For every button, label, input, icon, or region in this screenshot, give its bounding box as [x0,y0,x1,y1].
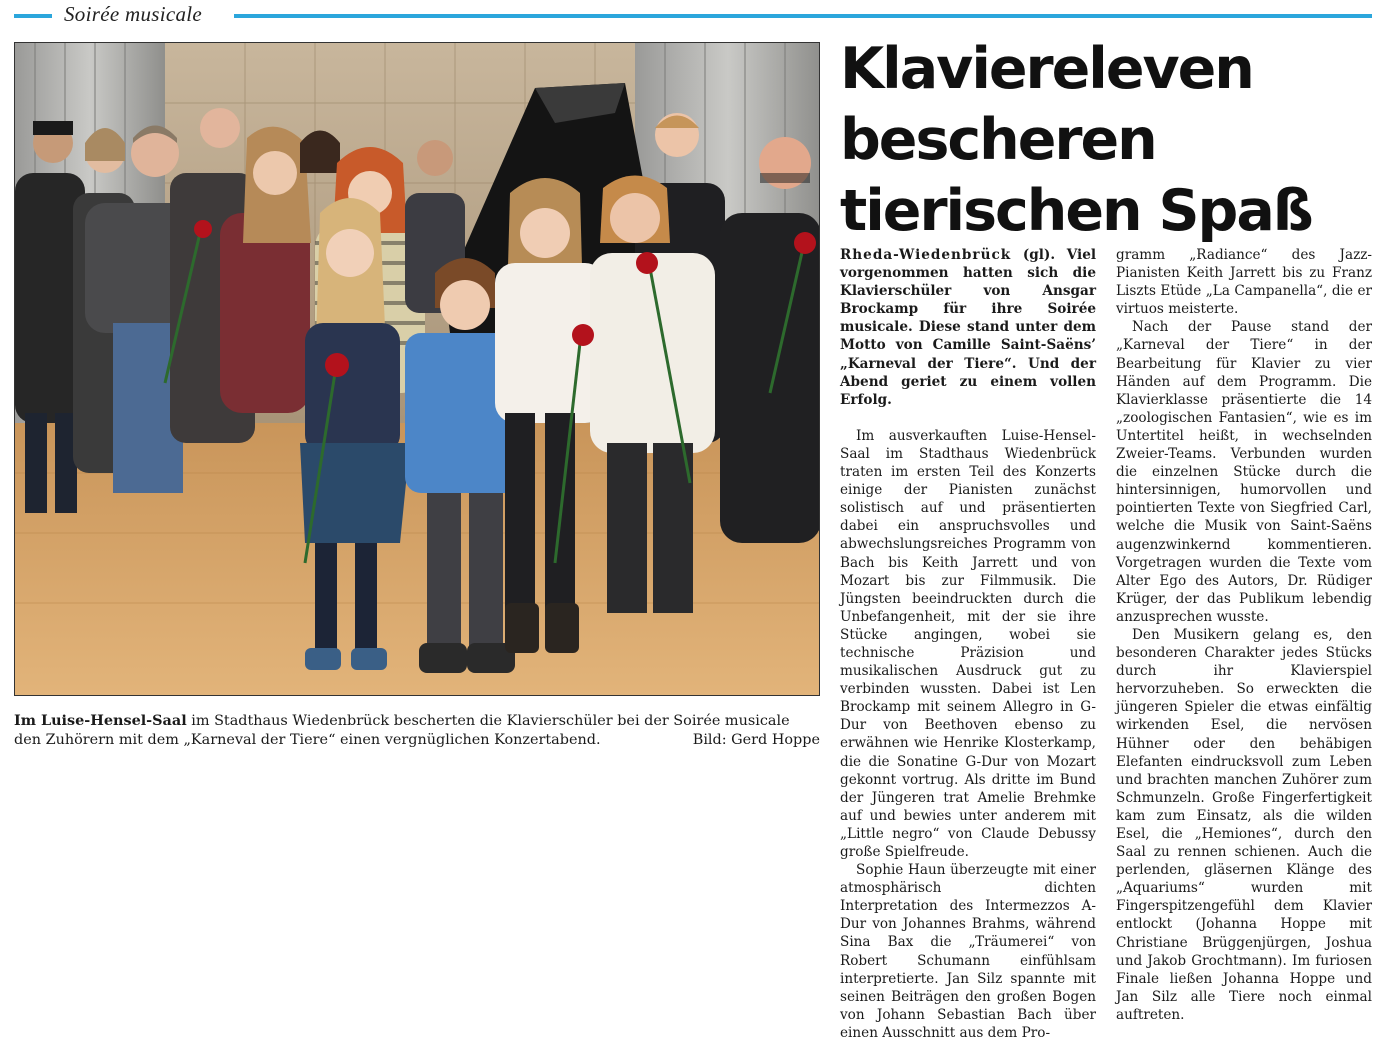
header-rule-right [234,14,1372,18]
section-rubric: Soirée musicale [64,2,203,26]
lead-text: Viel vorgenommen hatten sich die Klavierschüler von Ansgar Brockamp für ihre Soirée musicale. Diese stand unter dem Motto von Camille Saint-Saëns’ „Karneval der Tiere“. Und der Abend geriet zu einem vollen Erfolg. [840,247,1097,408]
paragraph: Nach der Pause stand der „Karneval der Tiere“ in der Bearbeitung für Klavier zu vier Händen auf dem Programm. Die Klavierklasse präsentierte die 14 „zoologischen Fantasien“, wie es im Untertitel heißt, in wechselnden Zweier-Teams. Verbunden wurden die einzelnen Stücke durch die hintersinnigen, humorvollen und pointierten Texte von Siegfried Carl, welche die Musik von Saint-Saëns augenzwinkernd kommentieren. Vorgetragen wurden die Texte vom Alter Ego des Autors, Dr. Rüdiger Krüger, der das Publikum lebendig anzusprechen wusste. [1116,319,1372,625]
caption-text: im Stadthaus Wiedenbrück bescherten die Klavierschüler bei der Soirée musicale den Zuhörern mit dem „Karneval der Tiere“ einen vergnüglichen Konzertabend. [14,713,790,748]
article-column-1 [840,246,1096,1042]
article-lead [840,246,1096,409]
paragraph: Sophie Haun überzeugte mit einer atmosphärisch dichten Interpretation des Intermezzos A-Dur von Johannes Brahms, während Sina Bax die „Träumerei“ von Robert Schumann einfühlsam interpretierte. Jan Silz spannte mit seinen Beiträgen den großen Bogen von Johann Sebastian Bach über einen Ausschnitt aus dem Pro- [840,862,1096,1041]
headline-line-2: bescheren [840,107,1156,173]
paragraph: Im ausverkauften Luise-Hensel-Saal im Stadthaus Wiedenbrück traten im ersten Teil des Konzerts einige der Pianisten zunächst solistisch auf und präsentierten dabei ein anspruchsvolles und abwechslungsreiches Programm von Bach bis Keith Jarrett und von Mozart bis zur Filmmusik. Die Jüngsten beeindruckten durch die Unbefangenheit, mit der sie ihre Stücke angingen, wobei sie technische Präzision und musikalischen Ausdruck gut zu verbinden wussten. Dabei ist Len Brockamp mit seinem Allegro in G-Dur von Beethoven ebenso zu erwähnen wie Henrike Klosterkamp, die die Sonatine G-Dur von Mozart gekonnt vortrug. Als dritte im Bund der Jüngeren trat Amelie Brehmke auf und bewies unter anderem mit „Little negro“ von Claude Debussy große Spielfreude. [840,427,1096,860]
paragraph: Den Musikern gelang es, den besonderen Charakter jedes Stücks durch ihr Klavierspiel hervorzuheben. So erweckten die jüngeren Spieler die etwas einfältig wirkenden Esel, die nervösen Hühner oder den behäbigen Elefanten eindrucksvoll zum Leben und brachten manchen Zuhörer zum Schmunzeln. Große Fingerfertigkeit kam zum Einsatz, als die wilden Esel, die „Hemiones“, durch den Saal zu rennen schienen. Auch die perlenden, gläsernen Klänge des „Aquariums“ wurden mit Fingerspitzengefühl dem Klavier entlockt (Johanna Hoppe mit Christiane Brüggenjürgen, Joshua und Jakob Grochtmann). Im furiosen Finale ließen Johanna Hoppe und Jan Silz alle Tiere noch einmal auftreten. [1116,626,1372,1023]
author-tag: (gl). [1022,247,1056,263]
header-rule-left [14,14,52,18]
dateline: Rheda-Wiedenbrück [840,247,1012,263]
headline-line-1: Klaviereleven [840,36,1253,102]
article-column-2 [1116,246,1372,1024]
headline [840,34,1379,247]
caption-lead: Im Luise-Hensel-Saal [14,712,187,729]
paragraph: gramm „Radiance“ des Jazz-Pianisten Keith Jarrett bis zu Franz Liszts Etüde „La Campanella“, die er virtuos meisterte. [1116,247,1372,318]
headline-line-3: tierischen Spaß [840,178,1312,244]
group-photo-illustration [15,43,820,696]
photo-caption [14,711,820,750]
photo-credit: Bild: Gerd Hoppe [692,732,820,748]
group-photo [14,42,820,696]
